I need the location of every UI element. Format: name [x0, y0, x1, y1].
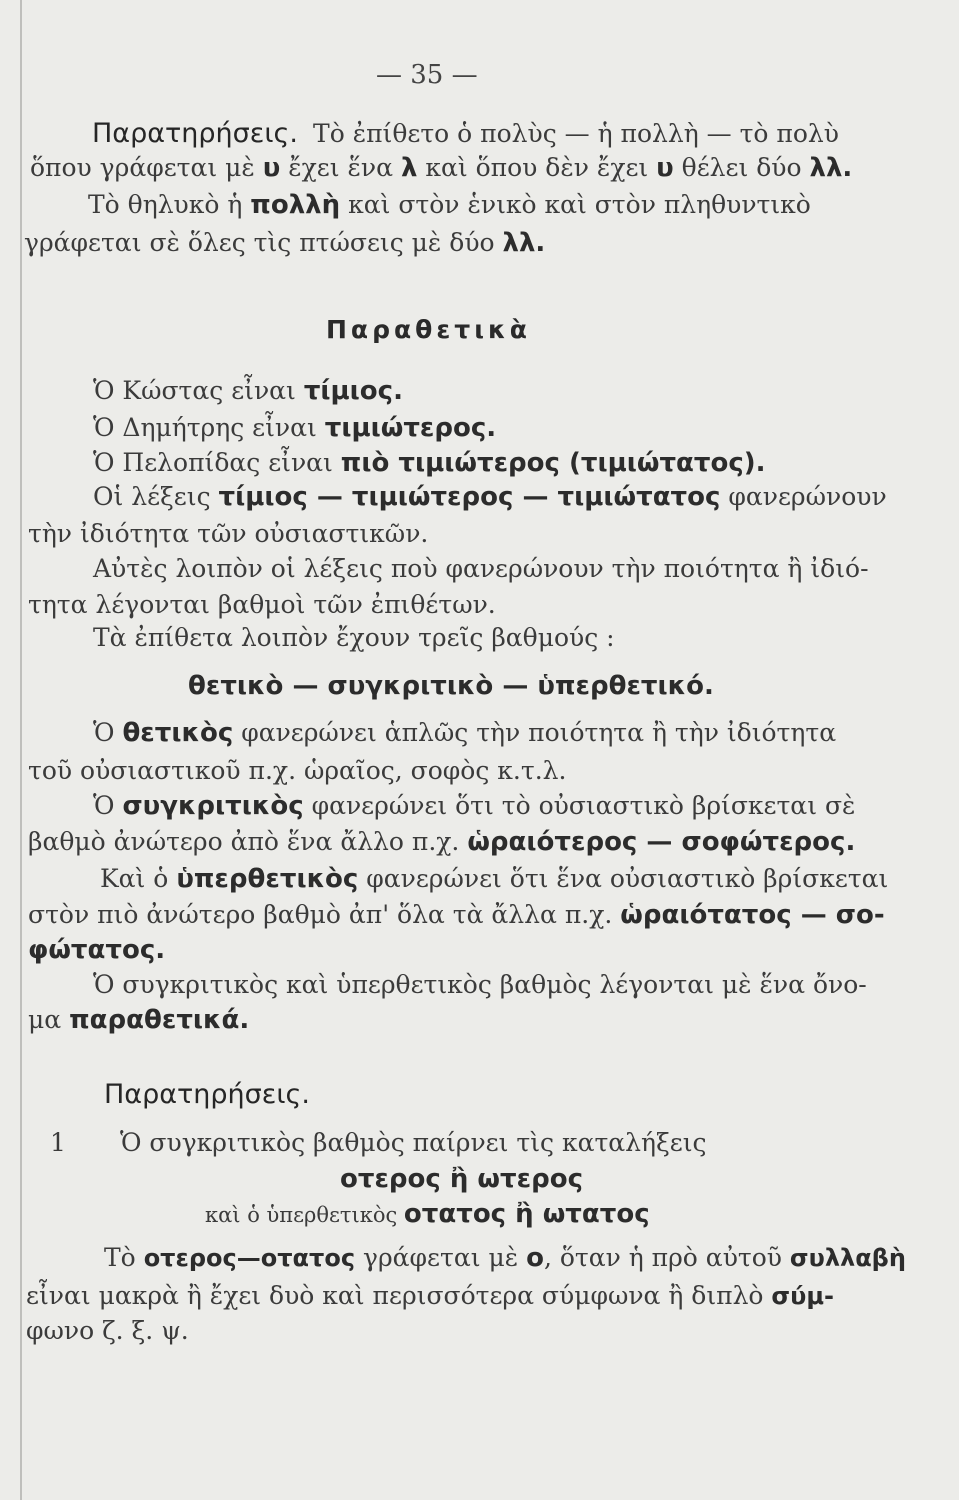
- list-number: 1: [50, 1128, 66, 1157]
- remarks-line: φωνο ζ. ξ. ψ.: [26, 1316, 189, 1345]
- body-line: τὴν ἰδιότητα τῶν οὐσιαστικῶν.: [28, 519, 429, 548]
- body-line: φώτατος.: [28, 935, 166, 965]
- example-line: Ὁ Πελοπίδας εἶναι πιὸ τιμιώτερος (τιμιώτατος).: [93, 448, 766, 478]
- body-line: βαθμὸ ἀνώτερο ἀπὸ ἕνα ἄλλο π.χ. ὡραιότερος — σοφώτερος.: [28, 827, 856, 857]
- remarks-line: εἶναι μακρὰ ἢ ἔχει δυὸ καὶ περισσότερα σύμφωνα ἢ διπλὸ σύμ-: [26, 1281, 834, 1310]
- remarks-line: καὶ ὁ ὑπερθετικὸς οτατος ἢ ωτατος: [205, 1199, 650, 1229]
- ending-line: οτερος ἢ ωτερος: [340, 1164, 583, 1194]
- body-line: Ὁ θετικὸς φανερώνει ἁπλῶς τὴν ποιότητα ἢ τὴν ἰδιότητα: [93, 718, 837, 748]
- body-line: τητα λέγονται βαθμοὶ τῶν ἐπιθέτων.: [28, 590, 496, 619]
- body-line: μα παραθετικά.: [28, 1005, 250, 1035]
- degrees-line: θετικὸ — συγκριτικὸ — ὑπερθετικό.: [188, 671, 714, 701]
- body-line: Καὶ ὁ ὑπερθετικὸς φανερώνει ὅτι ἕνα οὐσιαστικὸ βρίσκεται: [100, 864, 889, 894]
- page-margin-line: [20, 0, 22, 1500]
- remarks-heading: Παρατηρήσεις.: [92, 118, 298, 149]
- remarks-paragraph-line-3: Τὸ θηλυκὸ ἡ πολλὴ καὶ στὸν ἑνικὸ καὶ στὸν πληθυντικὸ: [88, 190, 811, 220]
- body-line: στὸν πιὸ ἀνώτερο βαθμὸ ἀπ' ὅλα τὰ ἄλλα π.χ. ὡραιότατος — σο-: [28, 900, 885, 930]
- remarks-paragraph-line-1: Παρατηρήσεις. Τὸ ἐπίθετο ὁ πολὺς — ἡ πολλὴ — τὸ πολὺ: [92, 118, 839, 149]
- body-line: τοῦ οὐσιαστικοῦ π.χ. ὡραῖος, σοφὸς κ.τ.λ.: [28, 756, 567, 785]
- body-line: Αὐτὲς λοιπὸν οἱ λέξεις ποὺ φανερώνουν τὴν ποιότητα ἢ ἰδιό-: [93, 554, 869, 583]
- remarks-heading: Παρατηρήσεις.: [104, 1079, 310, 1110]
- remarks-paragraph-line-2: ὅπου γράφεται μὲ υ ἔχει ἕνα λ καὶ ὅπου δὲν ἔχει υ θέλει δύο λλ.: [30, 153, 853, 183]
- example-line: Ὁ Κώστας εἶναι τίμιος.: [93, 376, 403, 406]
- remarks-line: Ὁ συγκριτικὸς βαθμὸς παίρνει τὶς καταλήξεις: [120, 1128, 707, 1157]
- section-title: Παραθετικὰ: [326, 315, 531, 344]
- remarks-paragraph-line-4: γράφεται σὲ ὅλες τὶς πτώσεις μὲ δύο λλ.: [24, 228, 546, 258]
- remarks-line: Τὸ οτερος—οτατος γράφεται μὲ ο, ὅταν ἡ πρὸ αὐτοῦ συλλαβὴ: [104, 1243, 906, 1273]
- example-line: Ὁ Δημήτρης εἶναι τιμιώτερος.: [93, 413, 497, 443]
- body-line: Ὁ συγκριτικὸς καὶ ὑπερθετικὸς βαθμὸς λέγονται μὲ ἕνα ὄνο-: [93, 970, 867, 999]
- page-number: — 35 —: [376, 60, 478, 90]
- body-line: Τὰ ἐπίθετα λοιπὸν ἔχουν τρεῖς βαθμούς :: [93, 623, 615, 652]
- body-line: Οἱ λέξεις τίμιος — τιμιώτερος — τιμιώτατος φανερώνουν: [93, 482, 887, 512]
- body-line: Ὁ συγκριτικὸς φανερώνει ὅτι τὸ οὐσιαστικὸ βρίσκεται σὲ: [93, 791, 856, 821]
